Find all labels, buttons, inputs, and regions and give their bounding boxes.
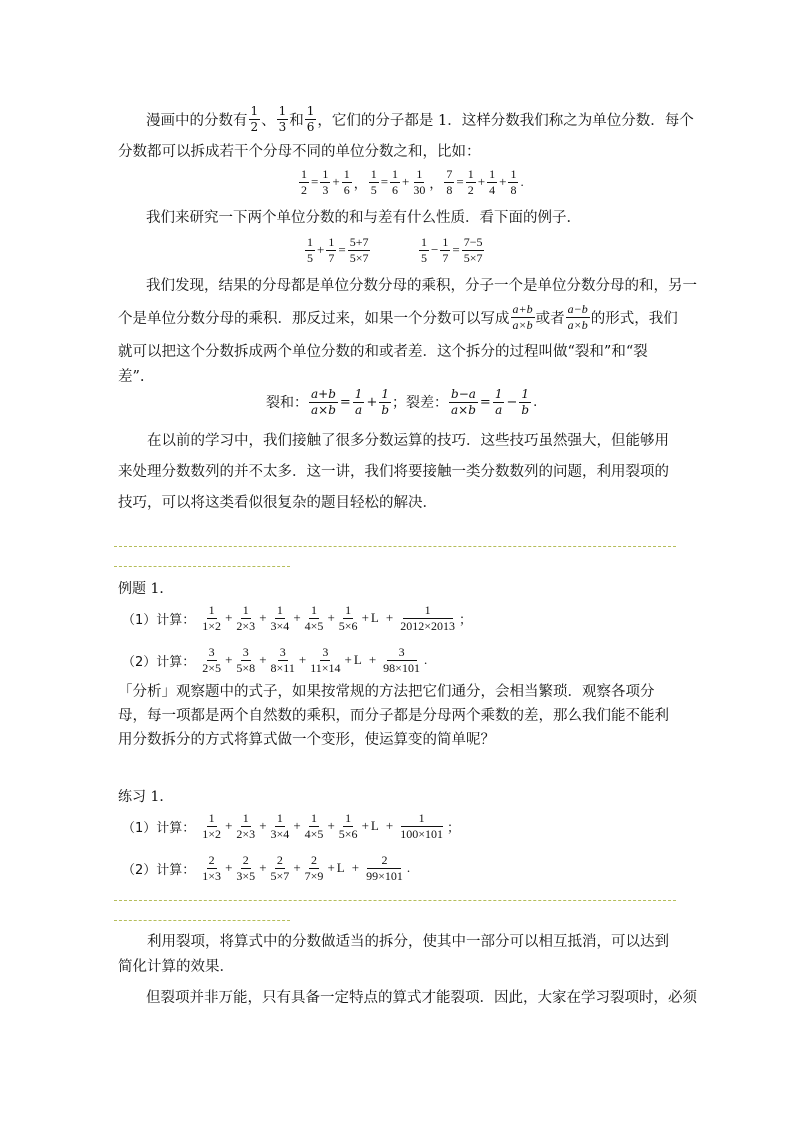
general-sum-fraction: $\frac{a+b}{a\times b}$ [512,301,533,332]
analysis-tag: 「分析」 [118,684,176,700]
difference-example: $\frac{1}{5}$ − $\frac{1}{7}$ = $\frac{7-5}{5\times 7}$ [421,234,483,265]
intro-paragraph-3-line-1: 我们发现，结果的分母都是单位分数分母的乘积，分子一个是单位分数分母的和，另一 [146,278,697,294]
outro-paragraph-1: 利用裂项，将算式中的分数做适当的拆分，使其中一部分可以相互抵消，可以达到简化计算的效果． [118,934,669,975]
outro-paragraph-2: 但裂项并非万能，只有具备一定特点的算式才能裂项．因此，大家在学习裂项时，必须 [146,990,697,1006]
unit-fraction-examples: $\frac{1}{2}$ = $\frac{1}{3}$ + $\frac{1}{6}$ ， $\frac{1}{5}$ = $\frac{1}{6}$ + $\frac{1}{30}$ ， $\frac{7}{8}$ = $\frac{1}{2}$ + $\frac{1}{4}$ + $\frac{1}{8}$ . [301,166,524,197]
intro-paragraph-4: 在以前的学习中，我们接触了很多分数运算的技巧．这些技巧虽然强大，但能够用来处理分数数列的并不太多．这一讲，我们将要接触一类分数数列的问题，利用裂项的技巧，可以将这类看似很复杂的题目轻松的解决． [118,433,669,511]
general-diff-fraction: $\frac{a-b}{a\times b}$ [567,301,588,332]
fraction-one-sixth: $\frac{1}{6}$ [306,103,315,134]
dashed-separator-tail [114,566,290,567]
fraction-one-third: $\frac{1}{3}$ [278,103,287,134]
practice-title: 练习 1． [118,789,174,805]
analysis-paragraph [118,680,676,752]
analysis-text: 观察题中的式子，如果按常规的方法把它们通分，会相当繁琐．观察各项分母，每一项都是两个自然数的乘积，而分子都是分母两个乘数的差，那么我们能不能利用分数拆分的方式将算式做一个变形，使运算变的简单呢？ [118,684,669,748]
intro-text-a: 漫画中的分数有 [146,112,248,129]
intro-paragraph-2: 我们来研究一下两个单位分数的和与差有什么性质．看下面的例子． [146,210,581,226]
example-title: 例题 1． [118,581,174,597]
dashed-separator [114,546,676,547]
intro-paragraph-3-line-4: 差”. [118,369,145,385]
practice-question-2: （2）计算： $\frac{2}{1\times 3}$ + $\frac{2}{3\times 5}$ + $\frac{2}{5\times 7}$ + $\frac{2}{7\times 9}$ + L + $\frac{2}{99\times 101}$ . [122,852,411,883]
liehe-liecha-formulas: 裂和： $\frac{a+b}{a\times b}$ = $\frac{1}{a}$ + $\frac{1}{b}$ ；裂差： $\frac{b-a}{a\times b}$ = $\frac{1}{a}$ − $\frac{1}{b}$ . [266,386,538,417]
intro-paragraph-3-line-3: 就可以把这个分数拆成两个单位分数的和或者差．这个拆分的过程叫做“裂和”和“裂 [118,344,648,360]
dashed-separator-2-tail [114,920,290,921]
practice-question-1: （1）计算： $\frac{1}{1\times 2}$ + $\frac{1}{2\times 3}$ + $\frac{1}{3\times 4}$ + $\frac{1}{4\times 5}$ + $\frac{1}{5\times 6}$ + L + $\frac{1}{100\times 101}$ ； [122,810,460,841]
example-question-1: （1）计算： $\frac{1}{1\times 2}$ + $\frac{1}{2\times 3}$ + $\frac{1}{3\times 4}$ + $\frac{1}{4\times 5}$ + $\frac{1}{5\times 6}$ + L + $\frac{1}{2012\times 2013}$ ； [122,602,472,633]
intro-text-b: 、 [261,112,276,129]
intro-line-2: 分数都可以拆成若干个分母不同的单位分数之和，比如： [118,144,481,160]
dashed-separator-2 [114,900,676,901]
intro-text-c: 和 [289,112,304,129]
intro-text-d: ，它们的分子都是 1．这样分数我们称之为单位分数．每个 [317,112,694,129]
example-question-2: （2）计算： $\frac{3}{2\times 5}$ + $\frac{3}{5\times 8}$ + $\frac{3}{8\times 11}$ + $\frac{3}{11\times 14}$ + L + $\frac{3}{98\times 101}$ . [122,644,428,675]
intro-line-1 [146,102,694,136]
fraction-one-half: $\frac{1}{2}$ [250,103,259,134]
sum-example: $\frac{1}{5}$ + $\frac{1}{7}$ = $\frac{5+7}{5\times 7}$ [307,234,369,265]
intro-paragraph-3-line-2: 个是单位分数分母的乘积．那反过来，如果一个分数可以写成 $\frac{a+b}{a\times b}$ 或者 $\frac{a-b}{a\times b}$ 的形式，我们 [118,301,678,332]
